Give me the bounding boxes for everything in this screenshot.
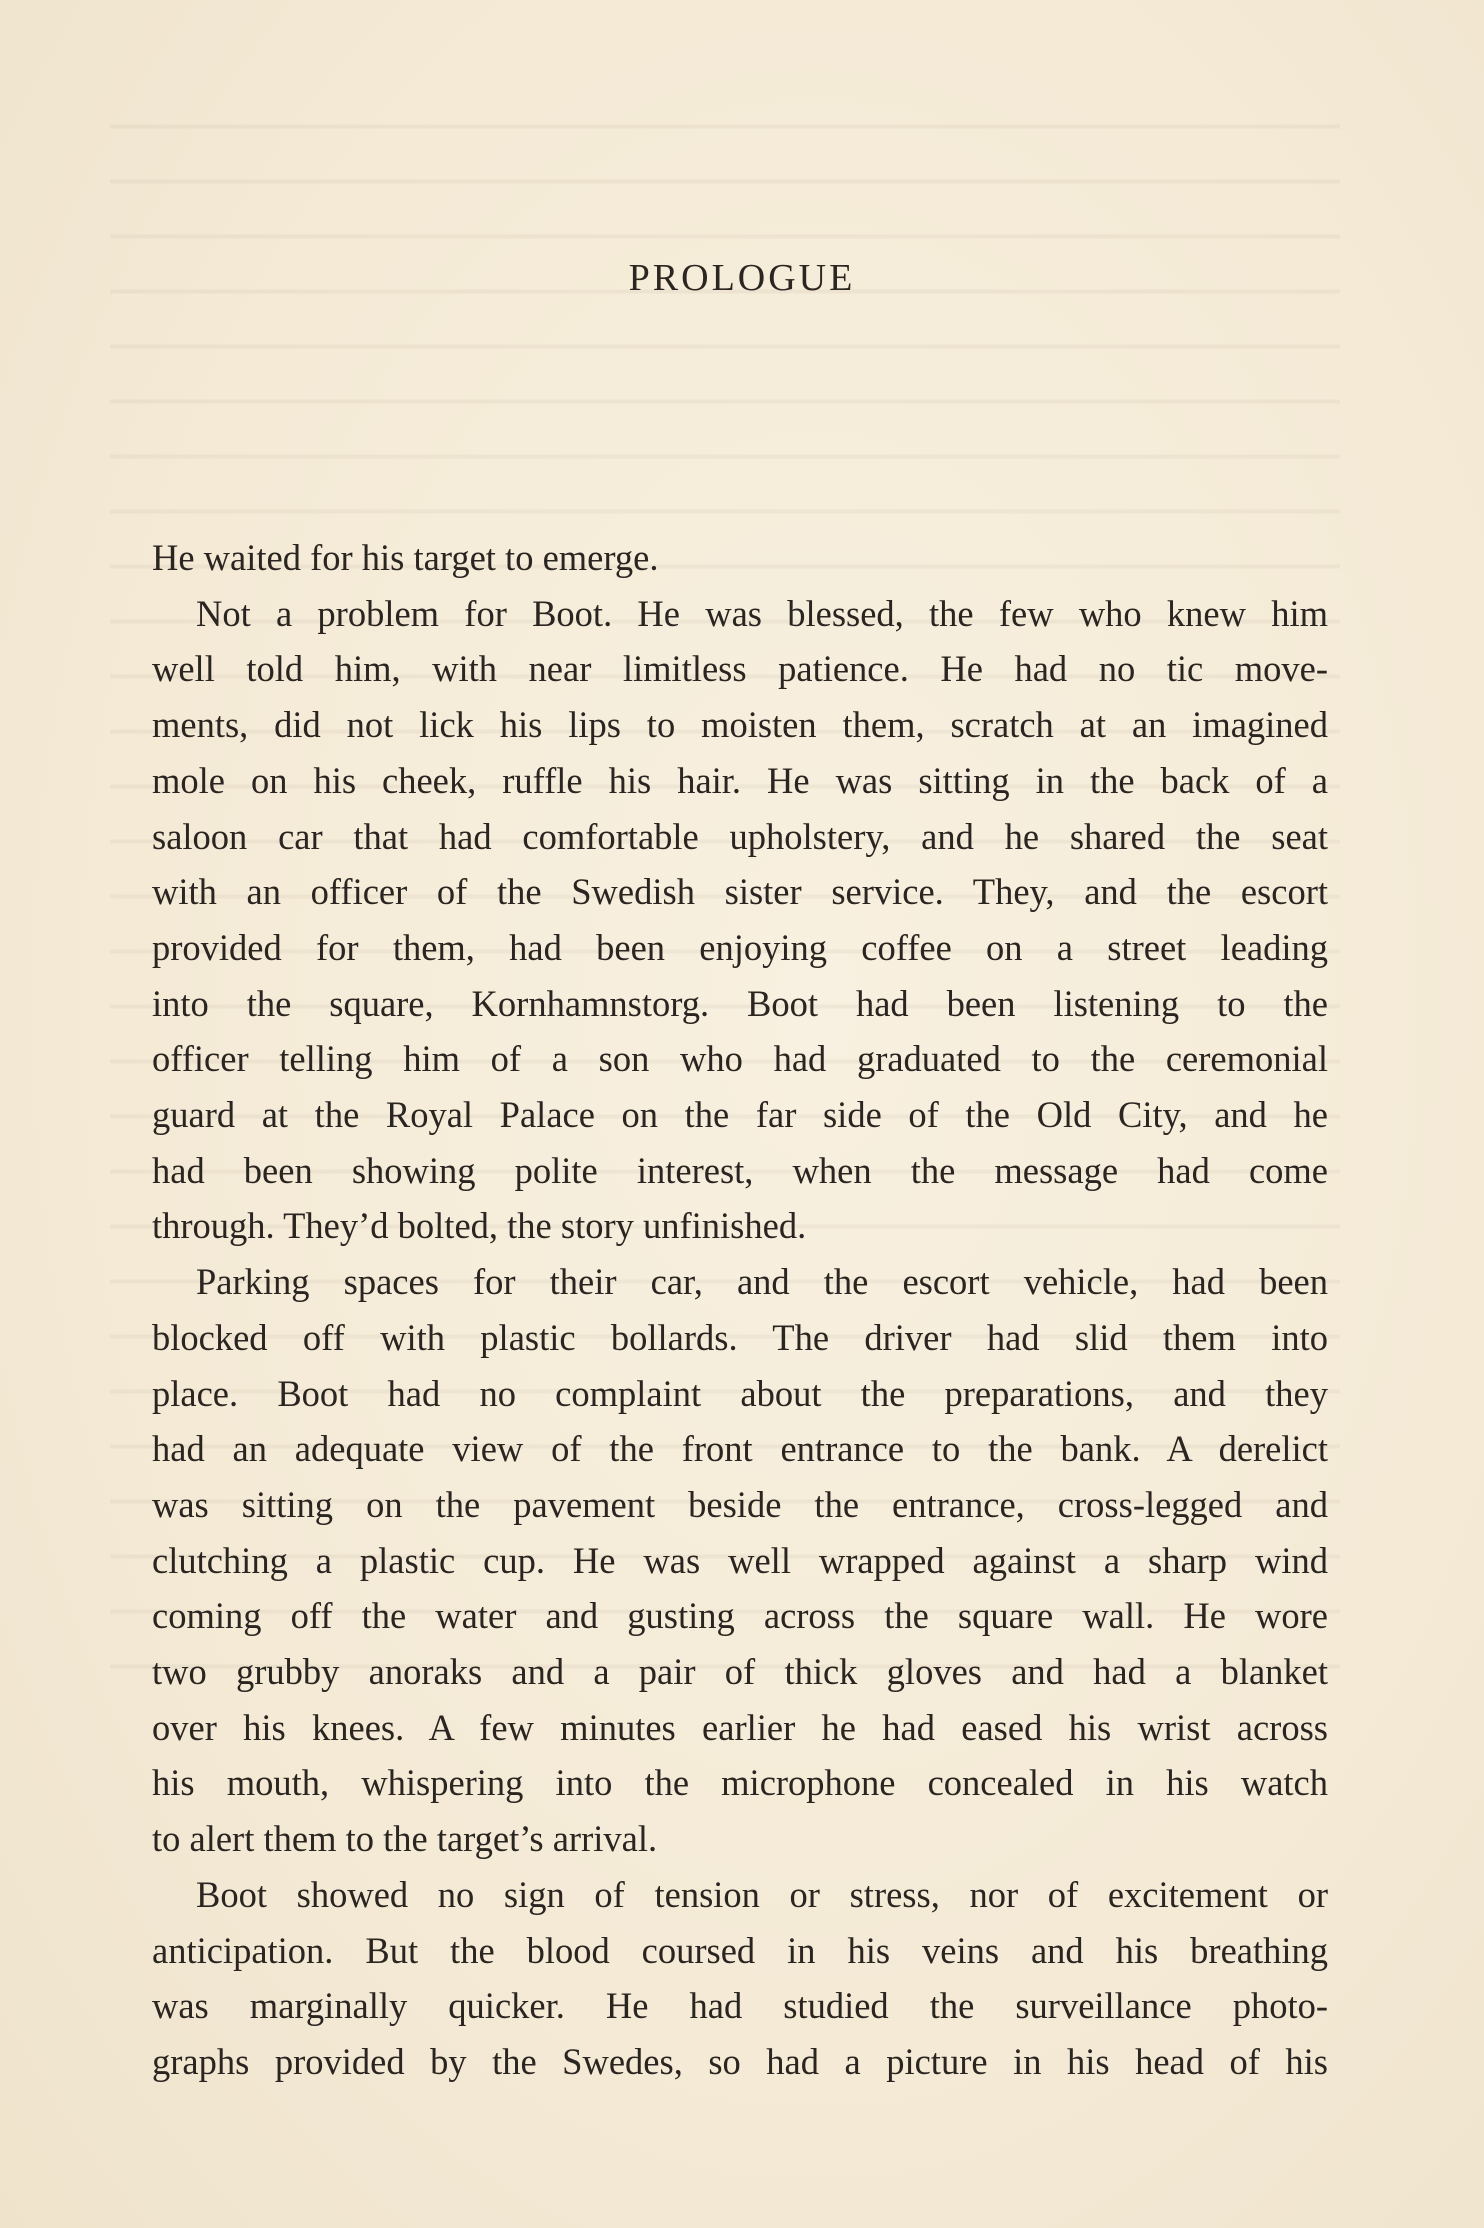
text-line: had been showing polite interest, when the message had come xyxy=(152,1149,1328,1191)
paragraph-3 xyxy=(152,1254,1328,1867)
text-line: guard at the Royal Palace on the far side of the Old City, and he xyxy=(152,1094,1328,1136)
paragraph-4 xyxy=(152,1867,1328,2090)
text-line: anticipation. But the blood coursed in his veins and his breathing xyxy=(152,1929,1328,1971)
text-line: blocked off with plastic bollards. The driver had slid them into xyxy=(152,1316,1328,1358)
text-line: into the square, Kornhamnstorg. Boot had been listening to the xyxy=(152,982,1328,1024)
text-line: over his knees. A few minutes earlier he had eased his wrist across xyxy=(152,1706,1328,1748)
paragraph-1 xyxy=(152,530,1328,586)
chapter-title: PROLOGUE xyxy=(628,257,856,299)
text-line: had an adequate view of the front entrance to the bank. A derelict xyxy=(152,1428,1328,1470)
text-line: officer telling him of a son who had graduated to the ceremonial xyxy=(152,1038,1328,1080)
text-line: He waited for his target to emerge. xyxy=(152,537,659,578)
text-line: provided for them, had been enjoying coffee on a street leading xyxy=(152,926,1328,968)
text-line: was marginally quicker. He had studied the surveillance photo- xyxy=(152,1985,1328,2027)
text-line: two grubby anoraks and a pair of thick gloves and had a blanket xyxy=(152,1651,1328,1693)
text-line: Parking spaces for their car, and the escort vehicle, had been xyxy=(196,1261,1328,1303)
text-line: his mouth, whispering into the microphone concealed in his watch xyxy=(152,1762,1328,1804)
paragraph-2 xyxy=(152,586,1328,1254)
text-line: clutching a plastic cup. He was well wrapped against a sharp wind xyxy=(152,1539,1328,1581)
text-line: graphs provided by the Swedes, so had a picture in his head of his xyxy=(152,2040,1328,2082)
text-line: through. They’d bolted, the story unfinished. xyxy=(152,1205,807,1247)
text-line: was sitting on the pavement beside the entrance, cross-legged and xyxy=(152,1483,1328,1525)
text-line: Boot showed no sign of tension or stress, nor of excitement or xyxy=(196,1873,1328,1915)
text-line: to alert them to the target’s arrival. xyxy=(152,1818,658,1860)
text-line: mole on his cheek, ruffle his hair. He was sitting in the back of a xyxy=(152,759,1328,801)
text-line: coming off the water and gusting across the square wall. He wore xyxy=(152,1595,1328,1637)
text-line: with an officer of the Swedish sister service. They, and the escort xyxy=(152,871,1328,913)
text-line: saloon car that had comfortable upholstery, and he shared the seat xyxy=(152,815,1328,857)
body-text xyxy=(152,530,1328,2090)
text-line: Not a problem for Boot. He was blessed, the few who knew him xyxy=(196,592,1328,634)
text-line: place. Boot had no complaint about the preparations, and they xyxy=(152,1372,1328,1414)
text-line: ments, did not lick his lips to moisten them, scratch at an imagined xyxy=(152,704,1328,746)
text-line: well told him, with near limitless patience. He had no tic move- xyxy=(152,648,1328,690)
